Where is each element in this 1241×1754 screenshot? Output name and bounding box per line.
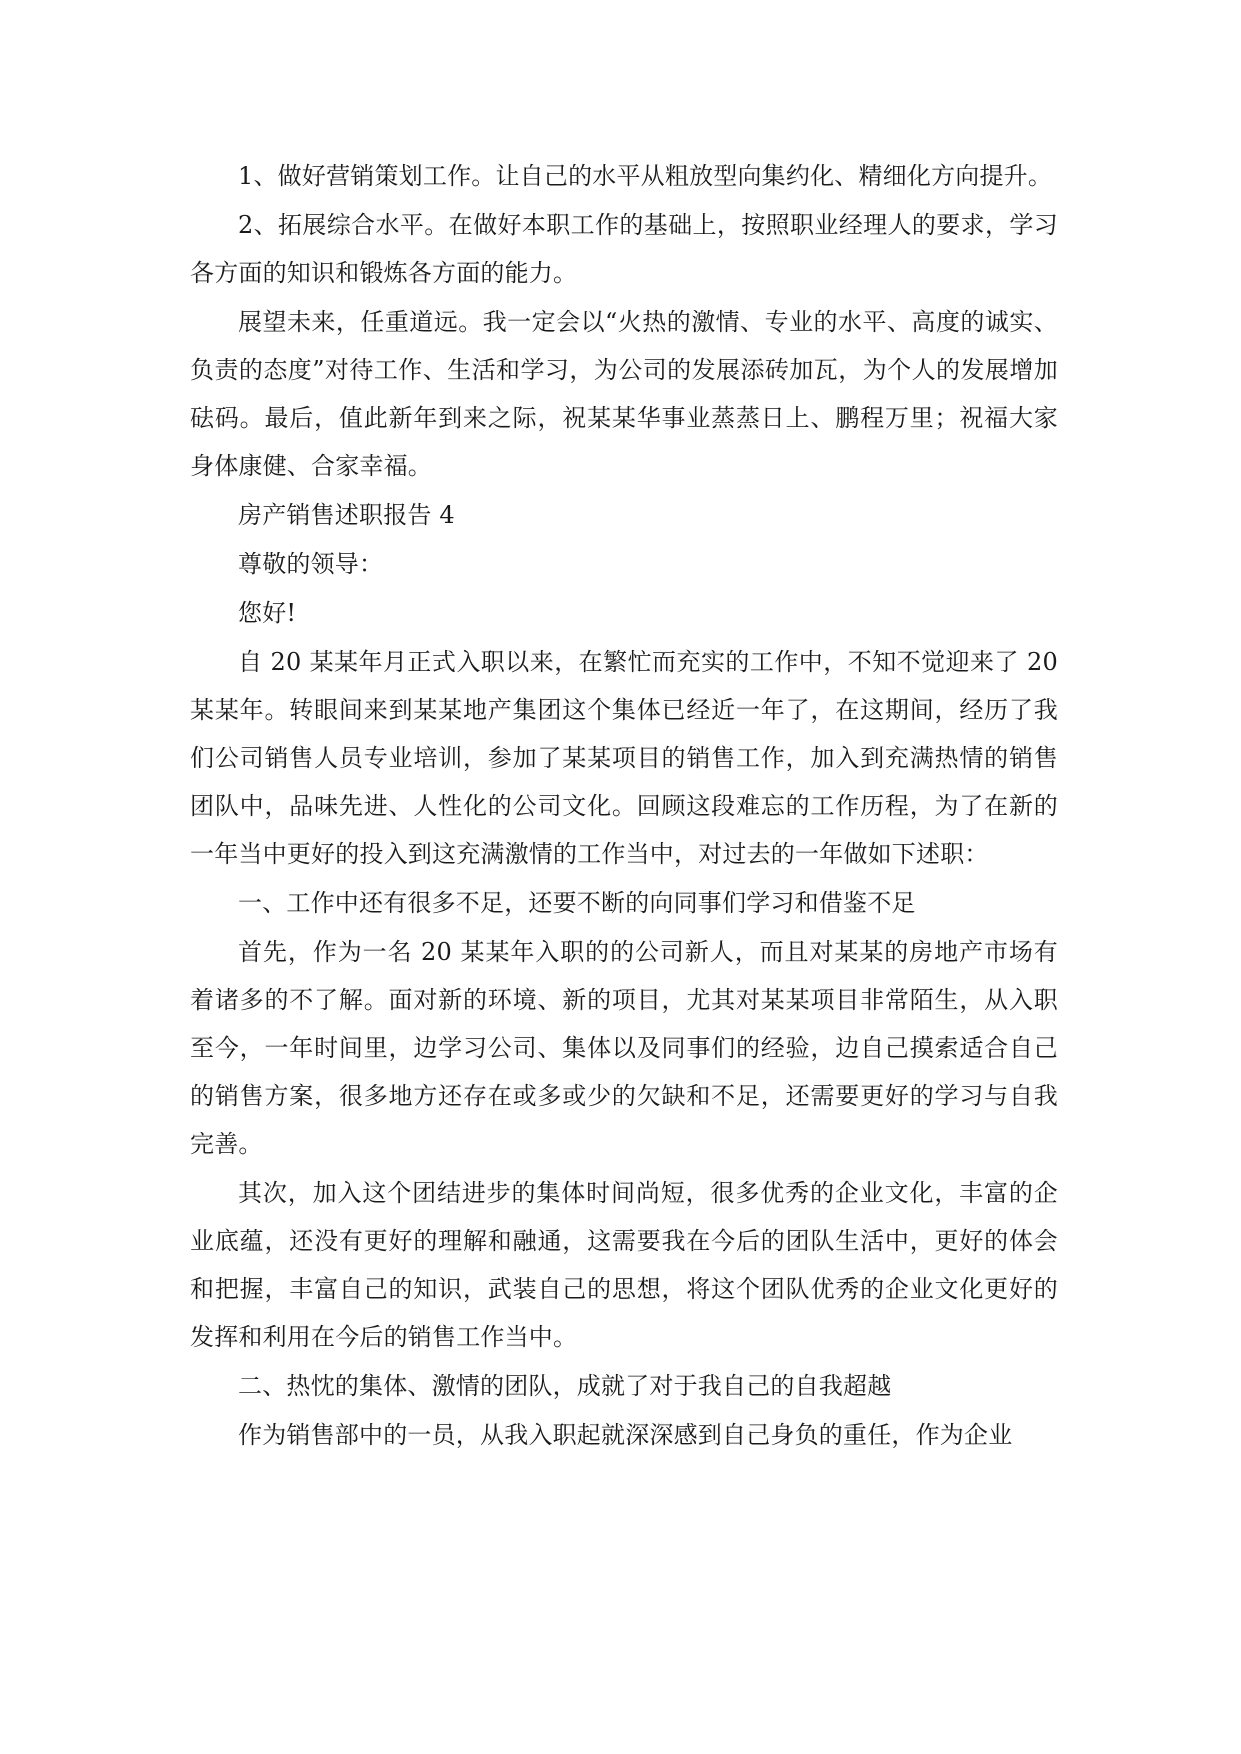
section-heading-1: 一、工作中还有很多不足，还要不断的向同事们学习和借鉴不足: [238, 889, 916, 917]
paragraph-first: 首先，作为一名 20 某某年入职的的公司新人，而且对某某的房地产市场有着诸多的不了解。面对新的环境、新的项目，尤其对某某项目非常陌生，从入职至今，一年时间里，边学习公司、集体以及同事们的经验，边自己摸索适合自己的销售方案，很多地方还存在或多或少的欠缺和不足，还需要更好的学习与自我完善。: [190, 938, 1058, 1158]
section-heading-2: 二、热忱的集体、激情的团队，成就了对于我自己的自我超越: [238, 1372, 892, 1400]
salutation: 尊敬的领导：: [238, 550, 384, 578]
report-title: 房产销售述职报告 4: [238, 501, 455, 529]
paragraph-outlook: 展望未来，任重道远。我一定会以“火热的激情、专业的水平、高度的诚实、负责的态度”对待工作、生活和学习，为公司的发展添砖加瓦，为个人的发展增加砝码。最后，值此新年到来之际，祝某某华事业蒸蒸日上、鹏程万里；祝福大家身体康健、合家幸福。: [190, 308, 1058, 480]
paragraph-item-2: 2、拓展综合水平。在做好本职工作的基础上，按照职业经理人的要求，学习各方面的知识和锻炼各方面的能力。: [190, 211, 1058, 287]
paragraph-sales-team: 作为销售部中的一员，从我入职起就深深感到自己身负的重任，作为企业: [238, 1421, 1013, 1449]
document-body: [190, 152, 1058, 1460]
greeting: 您好!: [238, 599, 297, 627]
paragraph-item-1: 1、做好营销策划工作。让自己的水平从粗放型向集约化、精细化方向提升。: [238, 162, 1053, 190]
paragraph-intro: 自 20 某某年月正式入职以来，在繁忙而充实的工作中，不知不觉迎来了 20 某某年。转眼间来到某某地产集团这个集体已经近一年了，在这期间，经历了我们公司销售人员专业培训，参加了某某项目的销售工作，加入到充满热情的销售团队中，品味先进、人性化的公司文化。回顾这段难忘的工作历程，为了在新的一年当中更好的投入到这充满激情的工作当中，对过去的一年做如下述职：: [190, 648, 1058, 868]
paragraph-second: 其次，加入这个团结进步的集体时间尚短，很多优秀的企业文化，丰富的企业底蕴，还没有更好的理解和融通，这需要我在今后的团队生活中，更好的体会和把握，丰富自己的知识，武装自己的思想，将这个团队优秀的企业文化更好的发挥和利用在今后的销售工作当中。: [190, 1179, 1058, 1351]
